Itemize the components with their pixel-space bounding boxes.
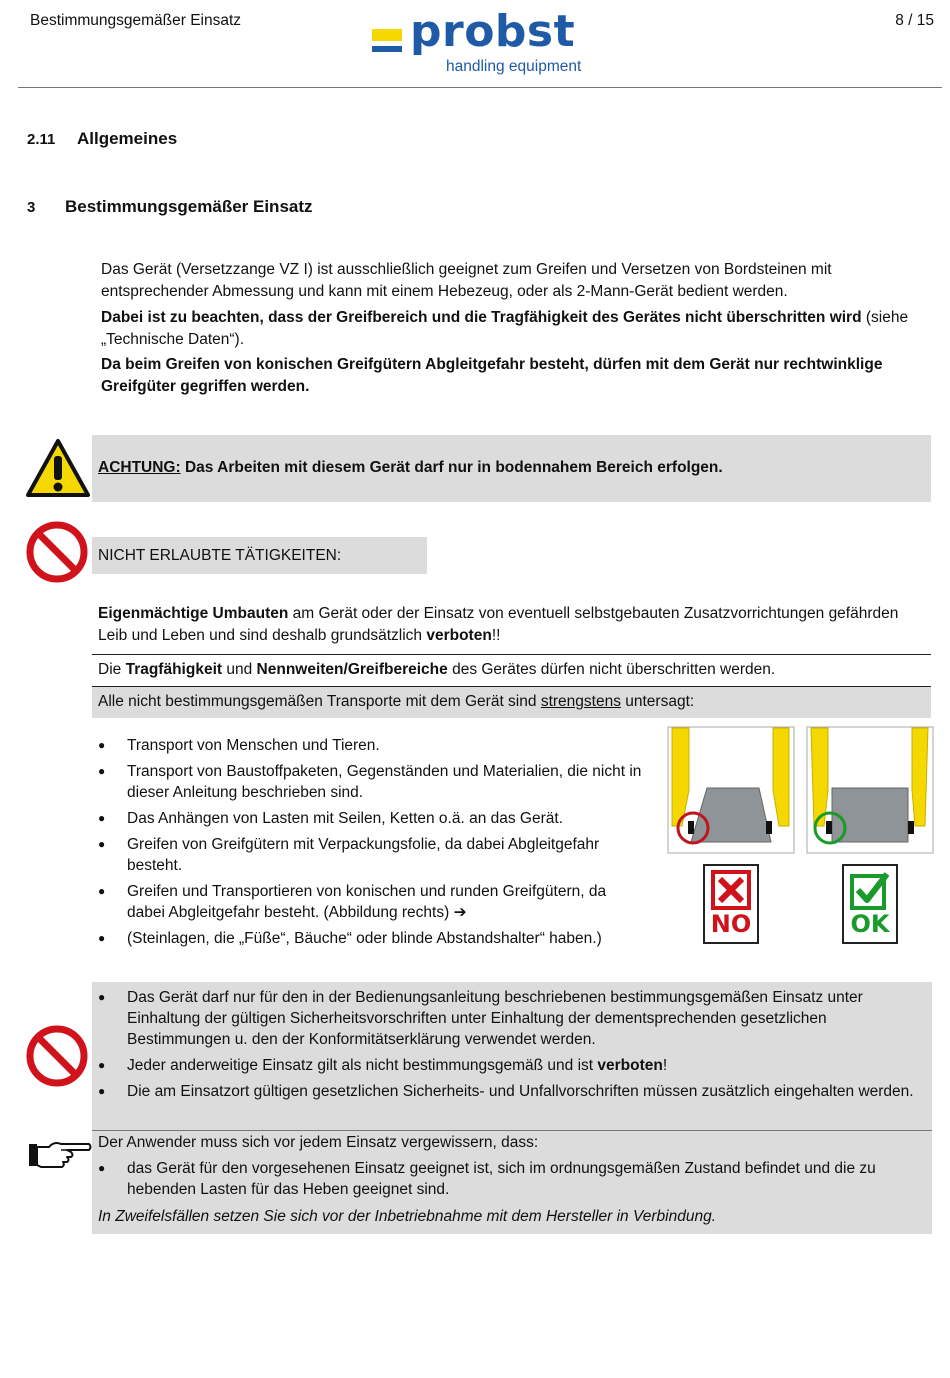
- unauthorized-modifications-paragraph: [98, 603, 918, 647]
- ok-label: OK: [850, 910, 890, 938]
- capacity-text-bold: Nennweiten/Greifbereiche: [256, 661, 448, 678]
- list-item: ● Das Anhängen von Lasten mit Seilen, Ketten o.ä. an das Gerät.: [98, 808, 646, 829]
- list-item: ● (Steinlagen, die „Füße“, Bäuche“ oder blinde Abstandshalter“ haben.): [98, 928, 646, 949]
- gripper-rectangular-illustration: [806, 726, 934, 854]
- capacity-text-part: des Gerätes dürfen nicht überschritten werden.: [447, 661, 776, 678]
- heading-text: Allgemeines: [77, 129, 178, 148]
- heading-number: 2.11: [27, 131, 56, 148]
- doubt-note: In Zweifelsfällen setzen Sie sich vor der Inbetriebnahme mit dem Hersteller in Verbindung.: [98, 1208, 717, 1225]
- rules-item2-bold: verboten: [597, 1057, 663, 1074]
- intro-paragraph-3: Da beim Greifen von konischen Greifgütern Abgleitgefahr besteht, dürfen mit dem Gerät nur rechtwinklige Greifgüter gegriffen werden.: [101, 356, 883, 395]
- no-sign: [703, 864, 759, 944]
- warning-box: [92, 435, 931, 502]
- capacity-text-bold: Tragfähigkeit: [125, 661, 223, 678]
- rules-list: [98, 987, 924, 1107]
- header-section-title: Bestimmungsgemäßer Einsatz: [30, 12, 242, 29]
- list-item: ● das Gerät für den vorgesehenen Einsatz geeignet ist, sich im ordnungsgemäßen Zustand befindet und die zu hebenden Lasten für das Heben geeignet sind.: [98, 1158, 924, 1200]
- list-item: ● Greifen und Transportieren von konischen und runden Greifgütern, da dabei Abgleitgefahr besteht. (Abbildung rechts) ➔: [98, 881, 646, 923]
- list-item: ● Die am Einsatzort gültigen gesetzlichen Sicherheits- und Unfallvorschriften müssen zusätzlich eingehalten werden.: [98, 1081, 924, 1102]
- logo-blue-bar: [372, 46, 402, 52]
- heading-number: 3: [27, 199, 36, 216]
- header-divider: [18, 87, 942, 88]
- eig-text: am Gerät oder der Einsatz von eventuell selbstgebauten Zusatzvorrichtungen gefährden Leib und Leben und sind deshalb grundsätzlich: [98, 605, 899, 644]
- list-item: ● Transport von Baustoffpaketen, Gegenständen und Materialien, die nicht in dieser Anleitung beschrieben sind.: [98, 761, 646, 803]
- list-item: ● Transport von Menschen und Tieren.: [98, 735, 646, 756]
- logo-word: probst: [410, 6, 576, 57]
- probst-logo: [372, 6, 602, 78]
- gripper-conical-illustration: [667, 726, 795, 854]
- warning-triangle-icon: [25, 438, 91, 498]
- no-label: NO: [710, 910, 752, 938]
- prohibition-icon: [25, 1024, 89, 1088]
- intro-paragraph-2: [101, 307, 921, 351]
- transport-list: [98, 735, 646, 954]
- logo-tagline: handling equipment: [446, 58, 582, 75]
- list-item: ● Greifen von Greifgütern mit Verpackungsfolie, da dabei Abgleitgefahr besteht.: [98, 834, 646, 876]
- transport-text: [98, 693, 694, 711]
- transport-text-underlined: strengstens: [540, 693, 621, 710]
- intro-p2-rest: (siehe „Technische Daten“).: [101, 309, 909, 348]
- rules-divider: [92, 1130, 932, 1131]
- check-intro: Der Anwender muss sich vor jedem Einsatz vergewissern, dass:: [98, 1134, 539, 1151]
- warning-text: [98, 459, 723, 477]
- ok-sign: [842, 864, 898, 944]
- warning-label: ACHTUNG:: [98, 459, 181, 476]
- capacity-text-part: und: [222, 661, 257, 678]
- prohibition-icon: [25, 520, 89, 584]
- check-list: [98, 1158, 924, 1205]
- list-item: ● Das Gerät darf nur für den in der Bedienungsanleitung beschriebenen bestimmungsgemäßen Einsatz unter Einhaltung der gültigen Sicherheitsvorschriften unter Einhaltung der dementsprechenden gesetzlichen Bestimmungen u. den der Konformitätserklärung verwendet werden.: [98, 987, 924, 1050]
- warning-message: Das Arbeiten mit diesem Gerät darf nur in bodennahem Bereich erfolgen.: [180, 459, 723, 476]
- intro-p2-bold: Dabei ist zu beachten, dass der Greifbereich und die Tragfähigkeit des Gerätes nicht überschritten wird: [101, 309, 862, 326]
- capacity-text: [98, 661, 775, 679]
- heading-2-11: [27, 129, 177, 149]
- rules-item2-text: Jeder anderweitige Einsatz gilt als nicht bestimmungsgemäß und ist: [127, 1057, 598, 1074]
- heading-3: [27, 197, 313, 217]
- rules-item2-end: !: [662, 1057, 668, 1074]
- checkmark-icon: [850, 870, 890, 910]
- heading-text: Bestimmungsgemäßer Einsatz: [65, 197, 313, 216]
- transport-row: [92, 687, 931, 718]
- intro-paragraph-1: Das Gerät (Versetzzange VZ I) ist ausschließlich geeignet zum Greifen und Versetzen von Bordsteinen mit entsprechender Abmessung und kann mit einem Hebezeug, oder als 2-Mann-Gerät bedient werden.: [101, 261, 832, 300]
- logo-yellow-bar: [372, 29, 402, 41]
- eig-end: !!: [491, 627, 501, 644]
- cross-icon: [711, 870, 751, 910]
- page-number: 8 / 15: [895, 12, 934, 29]
- eig-bold2: verboten: [426, 627, 492, 644]
- capacity-text-part: Die: [98, 661, 126, 678]
- eig-bold: Eigenmächtige Umbauten: [98, 605, 289, 622]
- list-item: [98, 1055, 924, 1076]
- pointing-hand-icon: [27, 1138, 93, 1170]
- prohibited-title: NICHT ERLAUBTE TÄTIGKEITEN:: [98, 547, 342, 564]
- capacity-row: [92, 655, 931, 686]
- prohibited-title-box: [92, 537, 427, 574]
- transport-text-part: Alle nicht bestimmungsgemäßen Transporte mit dem Gerät sind: [98, 693, 541, 710]
- transport-text-part: untersagt:: [620, 693, 695, 710]
